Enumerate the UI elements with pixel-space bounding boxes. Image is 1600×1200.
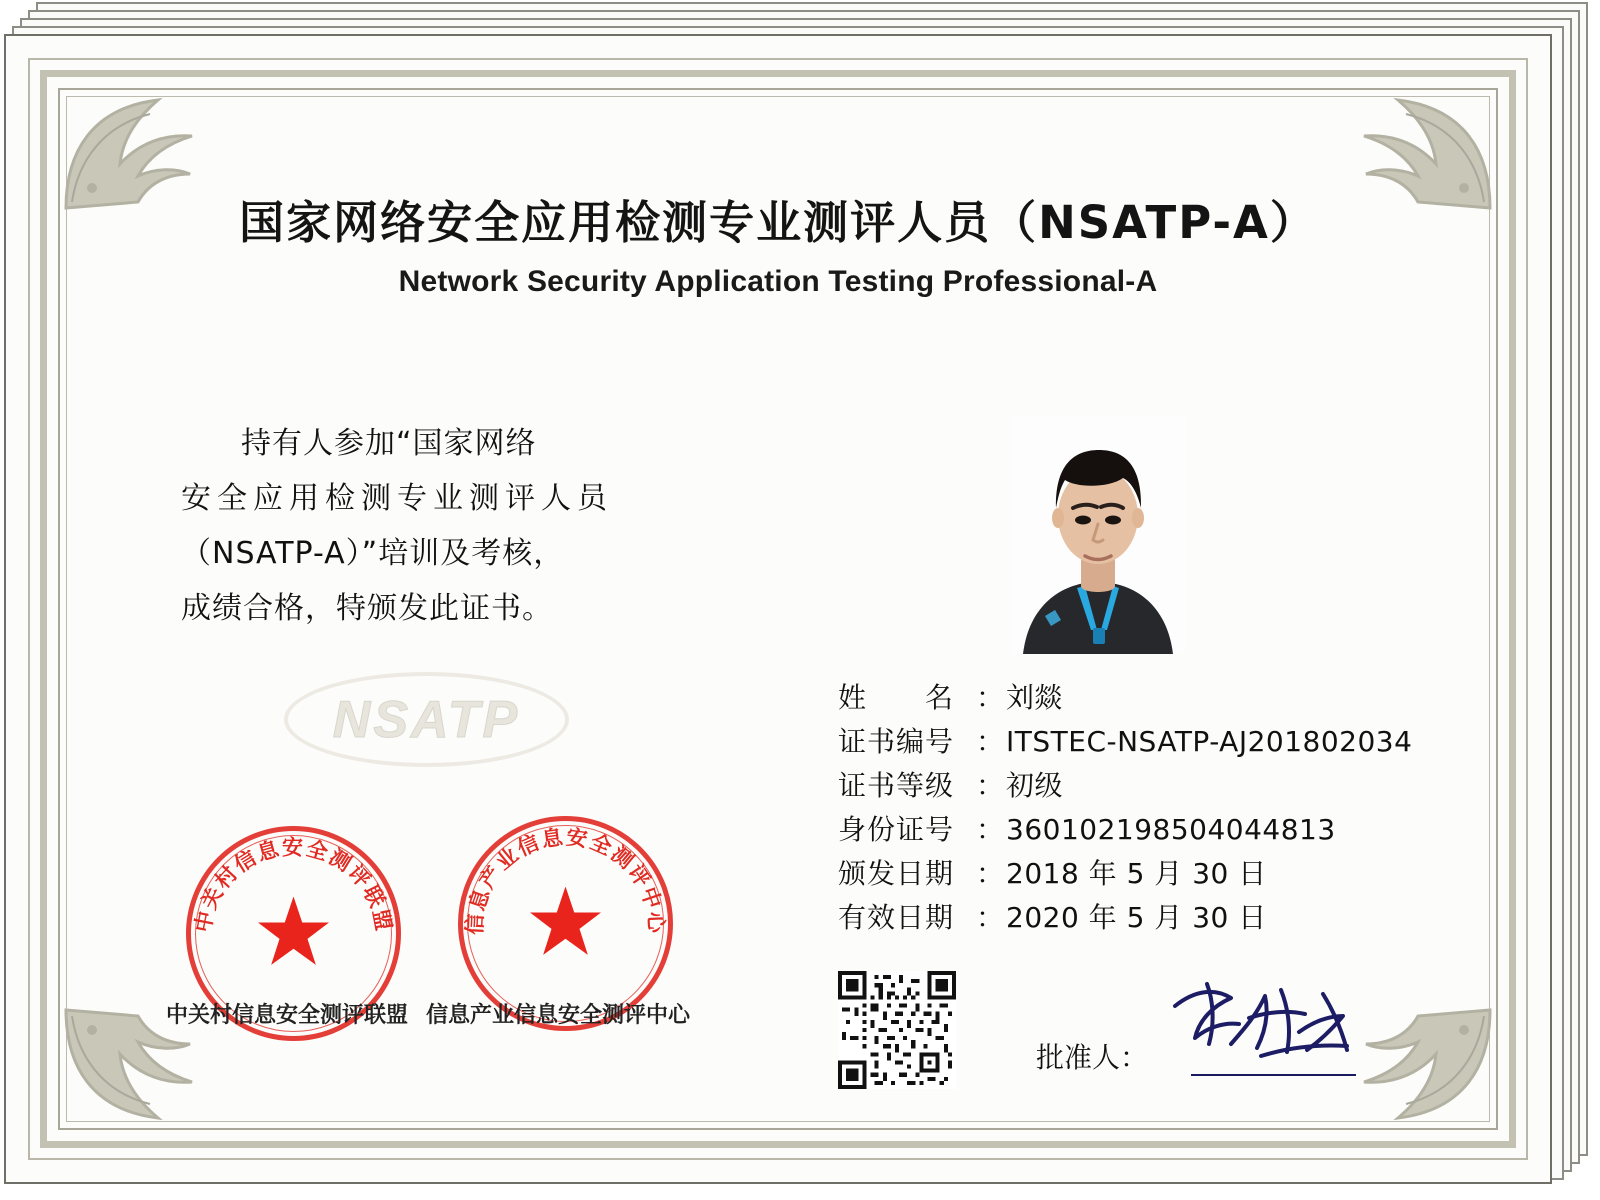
field-label: 身份证号 xyxy=(838,813,955,846)
body-line: （NSATP-A）”培训及考核， xyxy=(181,536,565,571)
field-value: 2020 年 5 月 30 日 xyxy=(1006,901,1267,934)
body-line: 安全应用检测专业测评人员 xyxy=(181,481,613,516)
seal-caption-industry-center: 信息产业信息安全测评中心 xyxy=(426,1003,691,1028)
seal-caption-zhongguancun: 中关村信息安全测评联盟 xyxy=(166,1003,409,1028)
field-separator: ： xyxy=(976,813,1005,846)
certificate-header xyxy=(96,186,1460,299)
body-line: 持有人参加“国家网络 xyxy=(241,426,537,461)
field-separator: ： xyxy=(976,901,1005,934)
title-english: Network Security Application Testing Professional-A xyxy=(398,265,1158,298)
certificate-fields xyxy=(838,676,1412,940)
field-label: 姓 名 xyxy=(838,681,955,714)
approver-label: 批准人： xyxy=(1036,1041,1149,1074)
field-value: ITSTEC-NSATP-AJ201802034 xyxy=(1006,725,1413,758)
field-row-expiry-date xyxy=(838,896,1412,940)
title-chinese: 国家网络安全应用检测专业测评人员（NSATP-A） xyxy=(239,196,1317,249)
field-separator: ： xyxy=(976,681,1005,714)
field-row-issue-date xyxy=(838,852,1412,896)
field-row-id-number xyxy=(838,808,1412,852)
field-value: 初级 xyxy=(1006,769,1064,802)
svg-text:中关村信息安全测评联盟: 中关村信息安全测评联盟 xyxy=(190,835,397,935)
field-label: 证书等级 xyxy=(838,769,955,802)
field-separator: ： xyxy=(976,857,1005,890)
field-separator: ： xyxy=(976,769,1005,802)
field-separator: ： xyxy=(976,725,1005,758)
field-row-name xyxy=(838,676,1412,720)
field-value: 2018 年 5 月 30 日 xyxy=(1006,857,1267,890)
handwritten-signature xyxy=(1161,966,1381,1076)
field-row-certificate-level xyxy=(838,764,1412,808)
certificate-document xyxy=(4,34,1552,1184)
field-row-certificate-number xyxy=(838,720,1412,764)
field-label: 颁发日期 xyxy=(838,857,955,890)
watermark-text: NSATP xyxy=(332,690,521,749)
svg-text:信息产业信息安全测评中心: 信息产业信息安全测评中心 xyxy=(462,824,669,936)
field-label: 有效日期 xyxy=(838,901,955,934)
certificate-body-text xyxy=(181,416,681,636)
field-label: 证书编号 xyxy=(838,725,955,758)
body-line: 成绩合格，特颁发此证书。 xyxy=(181,591,553,626)
field-value: 刘燚 xyxy=(1006,681,1064,714)
field-value: 360102198504044813 xyxy=(1006,813,1336,846)
holder-photo xyxy=(1011,416,1186,654)
qr-code xyxy=(838,971,956,1089)
nsatp-watermark-logo xyxy=(284,672,569,767)
